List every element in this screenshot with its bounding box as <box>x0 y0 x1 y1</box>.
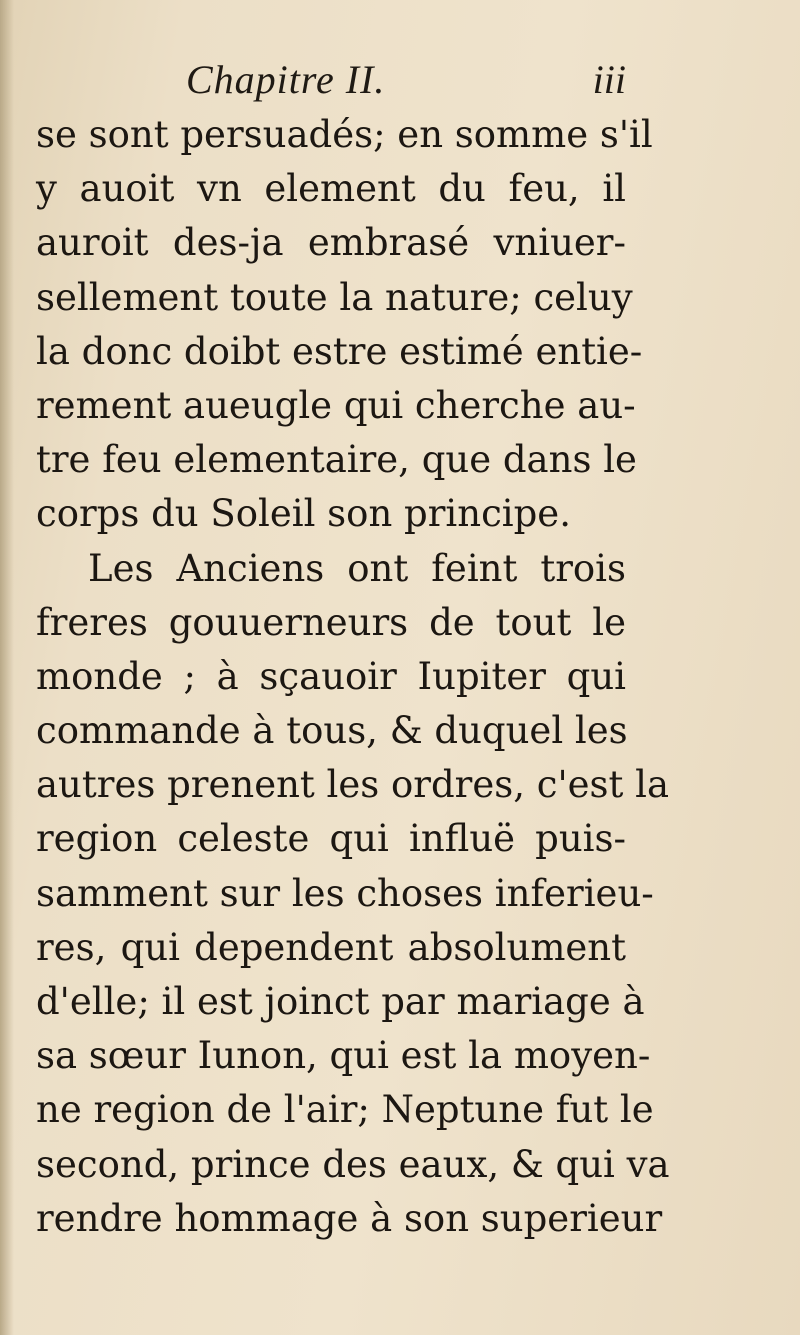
page-number: iii <box>592 57 626 102</box>
text-line: sa sœur Iunon, qui est la moyen- <box>36 1034 651 1078</box>
running-head <box>36 56 626 106</box>
text-line: rement aueugle qui cherche au- <box>36 383 636 427</box>
text-line: samment sur les choses inferieu- <box>36 871 654 915</box>
text-line: tre feu elementaire, que dans le <box>36 438 637 482</box>
text-line: sellement toute la nature; celuy <box>36 275 633 319</box>
text-line: se sont persuadés; en somme s'il <box>36 113 653 156</box>
text-line: corps du Soleil son principe. <box>36 492 571 536</box>
text-line: autres prenent les ordres, c'est la <box>36 763 670 807</box>
text-line: d'elle; il est joinct par mariage à <box>36 980 645 1023</box>
text-line: second, prince des eaux, & qui va <box>36 1142 670 1186</box>
text-line-paragraph-start: Les Anciens ont feint trois <box>88 546 626 590</box>
text-line: ne region de l'air; Neptune fut le <box>36 1088 654 1132</box>
text-line: la donc doibt estre estimé entie- <box>36 329 643 373</box>
text-line: y auoit vn element du feu, il <box>36 167 626 211</box>
text-line: rendre hommage à son superieur <box>36 1196 663 1240</box>
page-gutter-shadow <box>0 0 14 1335</box>
text-line: commande à tous, & duquel les <box>36 709 628 753</box>
text-line: monde ; à sçauoir Iupiter qui <box>36 654 626 698</box>
text-line: region celeste qui influë puis- <box>36 817 626 861</box>
body-text <box>36 108 670 1246</box>
chapter-title: Chapitre II. <box>186 57 386 102</box>
text-line: freres gouuerneurs de tout le <box>36 600 626 644</box>
text-line: res, qui dependent absolument <box>36 925 626 969</box>
text-line: auroit des-ja embrasé vniuer- <box>36 221 626 265</box>
